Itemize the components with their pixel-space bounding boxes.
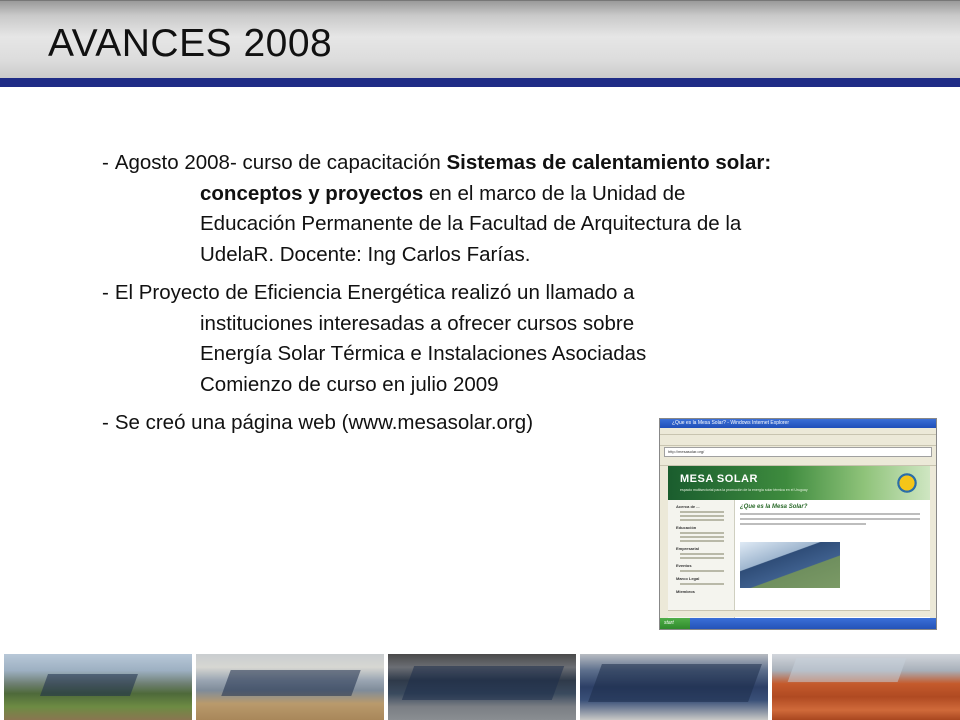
nav-section: Eventos xyxy=(676,563,692,568)
solar-photo-1 xyxy=(4,654,192,720)
solar-photo-5 xyxy=(772,654,960,720)
bullet-line: Comienzo de curso en julio 2009 xyxy=(200,372,499,396)
site-tagline: espacio multisectorial para la promoción de la energía solar térmica en el Uruguay xyxy=(680,488,808,492)
bullet-item xyxy=(102,148,862,270)
web-page xyxy=(668,466,930,618)
nav-section: Acerca de ... xyxy=(676,504,700,509)
title-underline xyxy=(0,78,960,87)
bullet-item xyxy=(102,278,862,400)
bullet-line: instituciones interesadas a ofrecer cursos sobre xyxy=(200,311,635,335)
browser-toolbar xyxy=(660,435,936,446)
status-bar xyxy=(668,610,930,617)
bullet-dash: - xyxy=(102,151,109,174)
site-heading: ¿Que es la Mesa Solar? xyxy=(740,504,808,510)
bullet-text: Agosto 2008- curso de capacitación xyxy=(114,151,447,174)
solar-photo-2 xyxy=(196,654,384,720)
bullet-text: El Proyecto de Eficiencia Energética realizó un llamado a xyxy=(114,281,635,304)
slide-title: AVANCES 2008 xyxy=(48,22,333,65)
website-screenshot-image xyxy=(659,418,937,630)
bullet-line: Energía Solar Térmica e Instalaciones Asociadas xyxy=(200,342,647,365)
bullet-list xyxy=(102,148,862,447)
start-button: start xyxy=(660,618,690,629)
photo-strip xyxy=(0,654,960,720)
bullet-line xyxy=(102,179,862,210)
window-title: ¿Que es la Mesa Solar? - Windows Internet Explorer xyxy=(660,419,936,428)
nav-section: Educación xyxy=(676,525,697,530)
site-brand: MESA SOLAR xyxy=(680,473,758,485)
address-bar: http://mesasolar.org/ xyxy=(664,447,932,457)
solar-photo-3 xyxy=(388,654,576,720)
nav-section: Marco Legal xyxy=(676,576,700,581)
taskbar xyxy=(660,618,936,629)
nav-section: Empresarial xyxy=(676,546,699,551)
solar-photo-4 xyxy=(580,654,768,720)
bullet-dash: - xyxy=(102,281,109,304)
bullet-dash: - xyxy=(102,411,109,434)
menu-bar xyxy=(660,428,936,435)
bullet-line xyxy=(102,148,862,179)
site-nav xyxy=(668,500,735,618)
bullet-bold-text: conceptos y proyectos xyxy=(200,181,424,205)
links-bar xyxy=(660,458,936,466)
site-banner xyxy=(668,466,930,500)
solar-panel-photo xyxy=(740,542,840,588)
bullet-line xyxy=(102,278,862,309)
nav-section: Miembros xyxy=(676,589,695,594)
sun-logo-icon xyxy=(894,470,920,496)
bullet-line: Educación Permanente de la Facultad de Arquitectura de la xyxy=(200,212,742,235)
bullet-bold-text: Sistemas de calentamiento solar: xyxy=(446,151,772,174)
bullet-text: Se creó una página web (www.mesasolar.org) xyxy=(114,411,534,434)
bullet-text: en el marco de la Unidad de xyxy=(423,181,686,205)
bullet-line: UdelaR. Docente: Ing Carlos Farías. xyxy=(200,242,531,266)
